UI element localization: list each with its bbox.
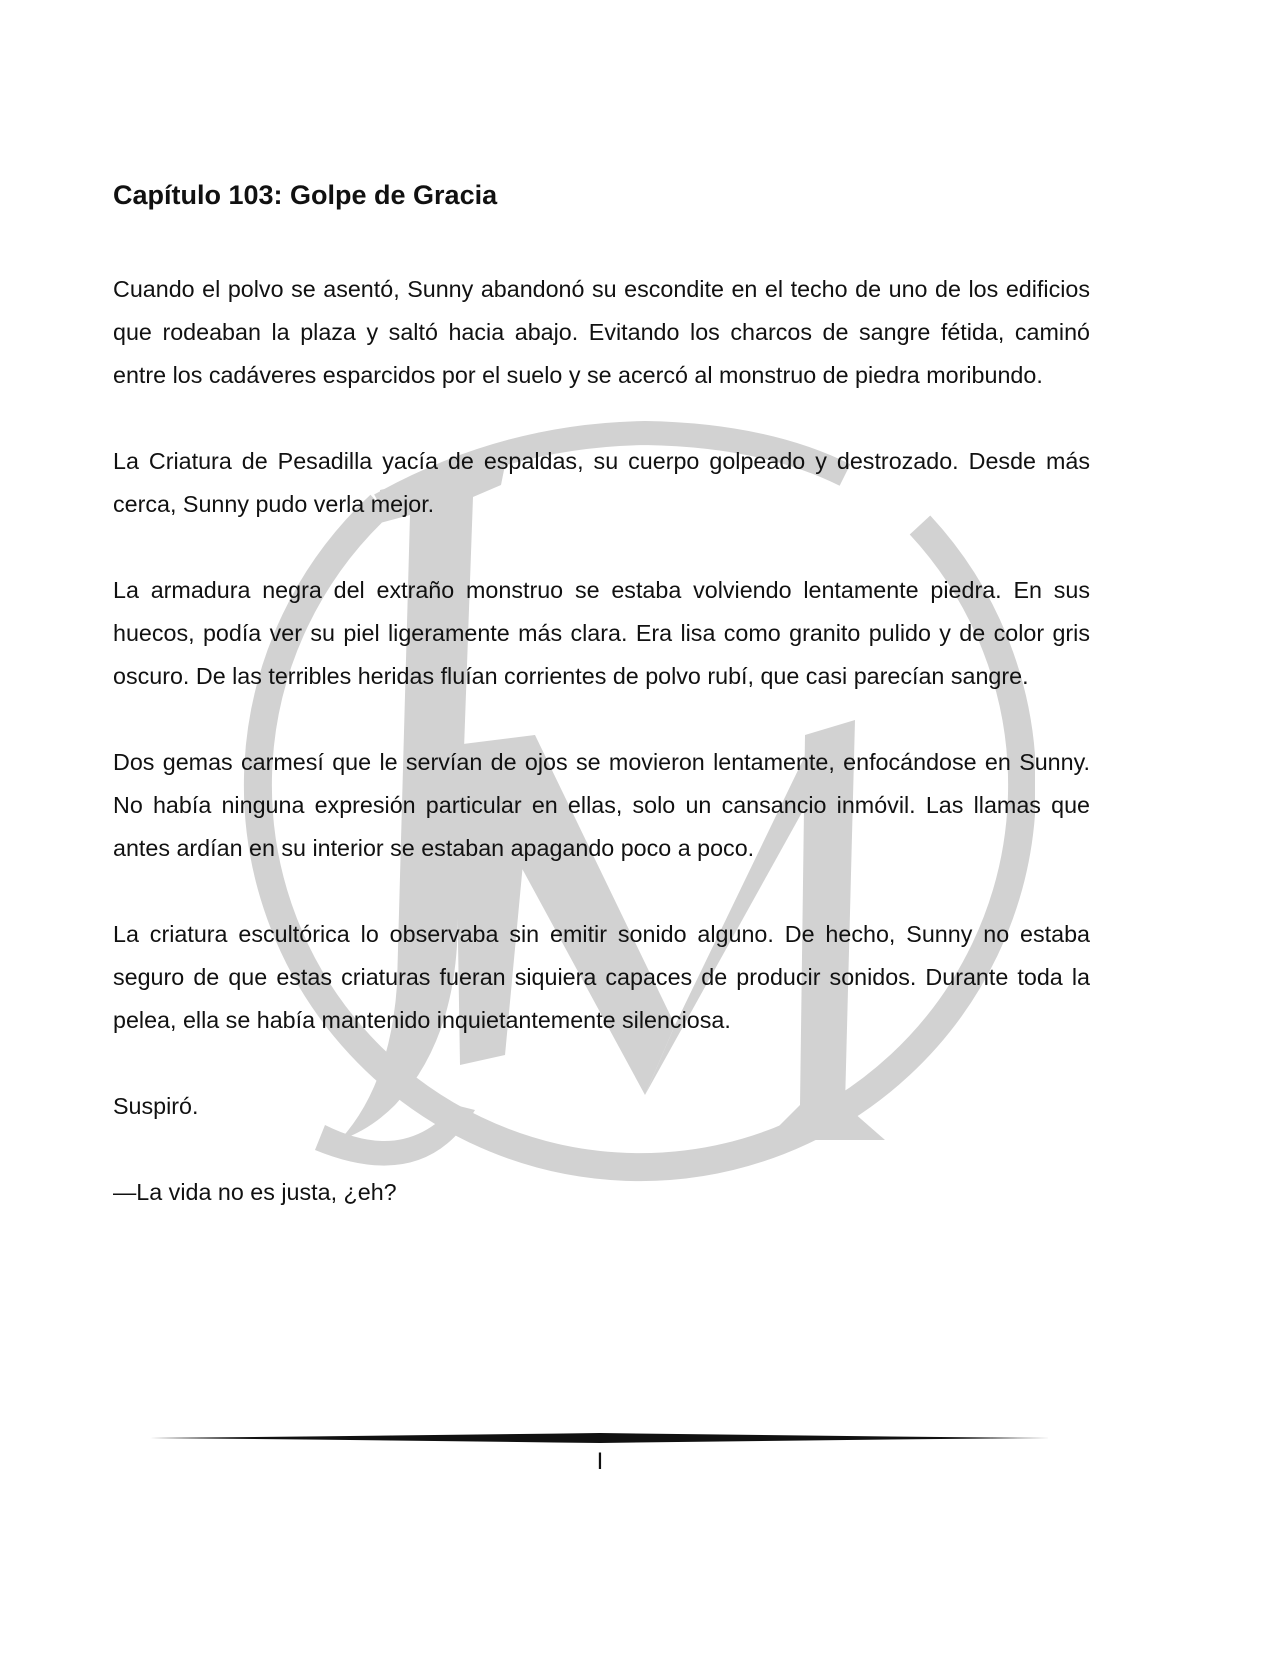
chapter-title: Capítulo 103: Golpe de Gracia	[113, 180, 498, 210]
paragraph: Cuando el polvo se asentó, Sunny abandonó su escondite en el techo de uno de los edificios que rodeaban la plaza y saltó hacia abajo. Evitando los charcos de sangre fétida, caminó entre los cadáveres esparcidos por el suelo y se acercó al monstruo de piedra moribundo.	[113, 276, 1090, 388]
paragraph: La criatura escultórica lo observaba sin emitir sonido alguno. De hecho, Sunny no estaba seguro de que estas criaturas fueran siquiera capaces de producir sonidos. Durante toda la pelea, ella se había mantenido inquietantemente silenciosa.	[113, 921, 1090, 1033]
paragraph: —La vida no es justa, ¿eh?	[113, 1179, 397, 1205]
paragraph: Suspiró.	[113, 1093, 199, 1119]
footer-divider	[150, 1432, 1050, 1444]
paragraph: La Criatura de Pesadilla yacía de espaldas, su cuerpo golpeado y destrozado. Desde más cerca, Sunny pudo verla mejor.	[113, 448, 1090, 517]
chapter-body	[113, 268, 1090, 1214]
paragraph: La armadura negra del extraño monstruo se estaba volviendo lentamente piedra. En sus huecos, podía ver su piel ligeramente más clara. Era lisa como granito pulido y de color gris oscuro. De las terribles heridas fluían corrientes de polvo rubí, que casi parecían sangre.	[113, 577, 1090, 689]
page-number: I	[596, 1448, 604, 1475]
chapter-content	[113, 178, 1090, 1257]
paragraph: Dos gemas carmesí que le servían de ojos se movieron lentamente, enfocándose en Sunny. No había ninguna expresión particular en ellas, solo un cansancio inmóvil. Las llamas que antes ardían en su interior se estaban apagando poco a poco.	[113, 749, 1090, 861]
